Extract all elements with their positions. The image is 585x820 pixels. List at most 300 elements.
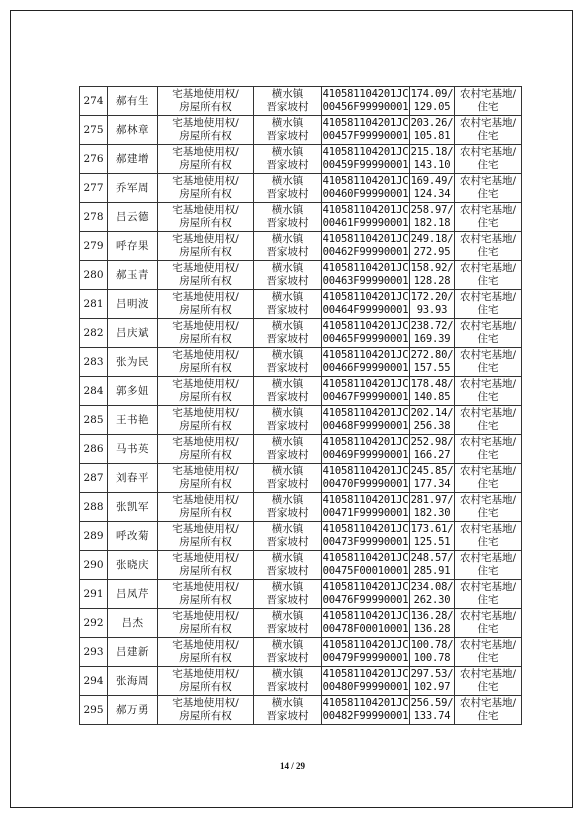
table-row: [80, 145, 522, 174]
parcel-code-text: 410581104201JC: [322, 291, 409, 303]
right-type-text: 宅基地使用权/: [172, 552, 239, 564]
right-type-text: 房屋所有权: [179, 652, 232, 664]
table-row: [80, 493, 522, 522]
land-use-text: 农村宅基地/: [459, 465, 517, 477]
area-cell: [410, 522, 455, 551]
row-number-cell: [80, 319, 108, 348]
right-type-text: 房屋所有权: [179, 710, 232, 722]
location-cell: [254, 319, 322, 348]
right-type-text: 房屋所有权: [179, 304, 232, 316]
parcel-code-cell: [322, 377, 410, 406]
right-type-text: 宅基地使用权/: [172, 204, 239, 216]
location-text: 晋家坡村: [266, 246, 309, 258]
owner-name-cell: [108, 551, 158, 580]
owner-name-cell: [108, 435, 158, 464]
owner-name-text: 吕云德: [116, 210, 149, 223]
area-text: 249.18/: [410, 233, 454, 245]
area-text: 285.91: [413, 565, 451, 577]
area-cell: [410, 174, 455, 203]
owner-name-cell: [108, 406, 158, 435]
land-use-text: 住宅: [477, 130, 499, 142]
location-text: 横水镇: [271, 262, 304, 274]
land-use-text: 住宅: [477, 188, 499, 200]
row-number-cell: [80, 174, 108, 203]
area-cell: [410, 348, 455, 377]
row-number-cell: [80, 522, 108, 551]
location-text: 横水镇: [271, 639, 304, 651]
right-type-text: 房屋所有权: [179, 565, 232, 577]
parcel-code-text: 00462F99990001: [322, 246, 409, 258]
right-type-cell: [158, 232, 254, 261]
location-text: 晋家坡村: [266, 333, 309, 345]
parcel-code-text: 00460F99990001: [322, 188, 409, 200]
parcel-code-text: 00457F99990001: [322, 130, 409, 142]
row-number-text: 276: [83, 152, 104, 165]
location-cell: [254, 116, 322, 145]
area-cell: [410, 377, 455, 406]
right-type-text: 宅基地使用权/: [172, 697, 239, 709]
land-use-cell: [455, 406, 522, 435]
parcel-code-cell: [322, 203, 410, 232]
right-type-cell: [158, 667, 254, 696]
land-use-cell: [455, 638, 522, 667]
land-use-text: 农村宅基地/: [459, 146, 517, 158]
owner-name-cell: [108, 145, 158, 174]
location-cell: [254, 290, 322, 319]
right-type-text: 房屋所有权: [179, 362, 232, 374]
parcel-code-cell: [322, 87, 410, 116]
location-text: 晋家坡村: [266, 594, 309, 606]
land-use-text: 农村宅基地/: [459, 523, 517, 535]
table-row: [80, 377, 522, 406]
land-use-cell: [455, 696, 522, 725]
area-text: 182.30: [413, 507, 451, 519]
row-number-text: 295: [83, 703, 104, 716]
parcel-code-cell: [322, 290, 410, 319]
land-use-text: 住宅: [477, 536, 499, 548]
area-cell: [410, 435, 455, 464]
location-cell: [254, 696, 322, 725]
right-type-text: 宅基地使用权/: [172, 88, 239, 100]
right-type-text: 房屋所有权: [179, 188, 232, 200]
land-use-text: 农村宅基地/: [459, 552, 517, 564]
owner-name-cell: [108, 174, 158, 203]
table-row: [80, 116, 522, 145]
location-text: 晋家坡村: [266, 478, 309, 490]
land-use-text: 住宅: [477, 710, 499, 722]
location-text: 晋家坡村: [266, 362, 309, 374]
land-use-text: 农村宅基地/: [459, 117, 517, 129]
area-cell: [410, 116, 455, 145]
land-use-cell: [455, 464, 522, 493]
land-use-text: 农村宅基地/: [459, 88, 517, 100]
row-number-cell: [80, 87, 108, 116]
location-text: 晋家坡村: [266, 159, 309, 171]
row-number-cell: [80, 232, 108, 261]
parcel-code-text: 410581104201JC: [322, 262, 409, 274]
parcel-code-text: 410581104201JC: [322, 146, 409, 158]
area-text: 177.34: [413, 478, 451, 490]
right-type-text: 房屋所有权: [179, 391, 232, 403]
land-use-text: 住宅: [477, 623, 499, 635]
right-type-cell: [158, 551, 254, 580]
area-text: 100.78/: [410, 639, 454, 651]
row-number-cell: [80, 493, 108, 522]
location-cell: [254, 261, 322, 290]
land-use-cell: [455, 493, 522, 522]
row-number-cell: [80, 464, 108, 493]
location-cell: [254, 638, 322, 667]
location-text: 横水镇: [271, 610, 304, 622]
parcel-code-text: 00465F99990001: [322, 333, 409, 345]
land-use-text: 住宅: [477, 246, 499, 258]
owner-name-cell: [108, 464, 158, 493]
row-number-cell: [80, 435, 108, 464]
area-text: 297.53/: [410, 668, 454, 680]
land-use-text: 住宅: [477, 594, 499, 606]
area-text: 143.10: [413, 159, 451, 171]
parcel-code-text: 410581104201JC: [322, 378, 409, 390]
row-number-text: 274: [83, 94, 104, 107]
owner-name-cell: [108, 232, 158, 261]
parcel-code-cell: [322, 696, 410, 725]
table-row: [80, 580, 522, 609]
location-text: 晋家坡村: [266, 101, 309, 113]
table-row: [80, 696, 522, 725]
parcel-code-cell: [322, 551, 410, 580]
parcel-code-text: 00480F99990001: [322, 681, 409, 693]
row-number-text: 275: [83, 123, 104, 136]
location-text: 晋家坡村: [266, 130, 309, 142]
row-number-text: 287: [83, 471, 104, 484]
land-use-text: 农村宅基地/: [459, 262, 517, 274]
area-cell: [410, 261, 455, 290]
area-text: 166.27: [413, 449, 451, 461]
area-text: 169.39: [413, 333, 451, 345]
row-number-cell: [80, 696, 108, 725]
land-use-cell: [455, 174, 522, 203]
right-type-text: 房屋所有权: [179, 333, 232, 345]
area-text: 100.78: [413, 652, 451, 664]
right-type-cell: [158, 406, 254, 435]
owner-name-cell: [108, 116, 158, 145]
right-type-text: 宅基地使用权/: [172, 639, 239, 651]
land-use-cell: [455, 290, 522, 319]
area-text: 140.85: [413, 391, 451, 403]
parcel-code-text: 410581104201JC: [322, 233, 409, 245]
area-text: 234.08/: [410, 581, 454, 593]
right-type-text: 宅基地使用权/: [172, 465, 239, 477]
right-type-cell: [158, 87, 254, 116]
owner-name-cell: [108, 319, 158, 348]
right-type-text: 房屋所有权: [179, 130, 232, 142]
parcel-code-text: 410581104201JC: [322, 117, 409, 129]
location-text: 晋家坡村: [266, 681, 309, 693]
table-row: [80, 609, 522, 638]
area-cell: [410, 609, 455, 638]
parcel-code-cell: [322, 493, 410, 522]
right-type-text: 房屋所有权: [179, 101, 232, 113]
location-text: 横水镇: [271, 668, 304, 680]
land-use-text: 住宅: [477, 217, 499, 229]
table-row: [80, 348, 522, 377]
parcel-code-text: 00456F99990001: [322, 101, 409, 113]
right-type-text: 房屋所有权: [179, 623, 232, 635]
table-row: [80, 522, 522, 551]
row-number-text: 290: [83, 558, 104, 571]
right-type-cell: [158, 290, 254, 319]
location-text: 横水镇: [271, 88, 304, 100]
location-text: 横水镇: [271, 407, 304, 419]
parcel-code-text: 410581104201JC: [322, 465, 409, 477]
land-use-text: 住宅: [477, 478, 499, 490]
row-number-text: 277: [83, 181, 104, 194]
location-text: 晋家坡村: [266, 565, 309, 577]
location-cell: [254, 464, 322, 493]
location-text: 晋家坡村: [266, 536, 309, 548]
area-text: 105.81: [413, 130, 451, 142]
parcel-code-text: 00470F99990001: [322, 478, 409, 490]
owner-name-cell: [108, 261, 158, 290]
area-text: 281.97/: [410, 494, 454, 506]
parcel-code-text: 410581104201JC: [322, 639, 409, 651]
table-row: [80, 290, 522, 319]
owner-name-text: 郝有生: [116, 94, 149, 107]
area-cell: [410, 145, 455, 174]
right-type-text: 宅基地使用权/: [172, 262, 239, 274]
land-use-cell: [455, 435, 522, 464]
location-text: 晋家坡村: [266, 275, 309, 287]
right-type-text: 宅基地使用权/: [172, 291, 239, 303]
owner-name-text: 郝林章: [116, 123, 149, 136]
owner-name-text: 吕明波: [116, 297, 149, 310]
land-use-cell: [455, 145, 522, 174]
location-text: 横水镇: [271, 175, 304, 187]
land-use-text: 农村宅基地/: [459, 581, 517, 593]
owner-name-text: 乔军周: [116, 181, 149, 194]
row-number-text: 280: [83, 268, 104, 281]
land-use-cell: [455, 667, 522, 696]
right-type-text: 宅基地使用权/: [172, 436, 239, 448]
table-row: [80, 261, 522, 290]
table-row: [80, 464, 522, 493]
area-text: 215.18/: [410, 146, 454, 158]
owner-name-cell: [108, 696, 158, 725]
parcel-code-cell: [322, 174, 410, 203]
land-use-text: 农村宅基地/: [459, 436, 517, 448]
right-type-cell: [158, 493, 254, 522]
land-use-text: 农村宅基地/: [459, 291, 517, 303]
area-text: 174.09/: [410, 88, 454, 100]
owner-name-cell: [108, 580, 158, 609]
area-text: 136.28/: [410, 610, 454, 622]
area-text: 256.38: [413, 420, 451, 432]
area-text: 136.28: [413, 623, 451, 635]
parcel-code-text: 00469F99990001: [322, 449, 409, 461]
right-type-cell: [158, 609, 254, 638]
owner-name-cell: [108, 667, 158, 696]
land-use-cell: [455, 377, 522, 406]
location-text: 横水镇: [271, 320, 304, 332]
area-text: 178.48/: [410, 378, 454, 390]
land-use-text: 住宅: [477, 159, 499, 171]
row-number-cell: [80, 377, 108, 406]
land-use-cell: [455, 551, 522, 580]
land-use-text: 农村宅基地/: [459, 175, 517, 187]
parcel-code-text: 410581104201JC: [322, 349, 409, 361]
location-text: 横水镇: [271, 204, 304, 216]
land-use-text: 住宅: [477, 652, 499, 664]
row-number-cell: [80, 406, 108, 435]
parcel-code-cell: [322, 522, 410, 551]
row-number-cell: [80, 551, 108, 580]
area-text: 256.59/: [410, 697, 454, 709]
row-number-text: 286: [83, 442, 104, 455]
parcel-code-text: 00471F99990001: [322, 507, 409, 519]
parcel-code-text: 00475F00010001: [322, 565, 409, 577]
area-text: 93.93: [416, 304, 448, 316]
owner-name-text: 郝建增: [116, 152, 149, 165]
row-number-text: 279: [83, 239, 104, 252]
row-number-text: 289: [83, 529, 104, 542]
parcel-code-text: 00463F99990001: [322, 275, 409, 287]
land-use-cell: [455, 580, 522, 609]
location-cell: [254, 551, 322, 580]
row-number-cell: [80, 638, 108, 667]
records-body: [80, 87, 522, 725]
land-use-text: 农村宅基地/: [459, 697, 517, 709]
parcel-code-text: 410581104201JC: [322, 436, 409, 448]
row-number-text: 278: [83, 210, 104, 223]
land-use-text: 住宅: [477, 420, 499, 432]
right-type-text: 宅基地使用权/: [172, 494, 239, 506]
area-text: 203.26/: [410, 117, 454, 129]
location-text: 横水镇: [271, 494, 304, 506]
right-type-text: 宅基地使用权/: [172, 523, 239, 535]
area-text: 124.34: [413, 188, 451, 200]
right-type-text: 宅基地使用权/: [172, 610, 239, 622]
location-cell: [254, 493, 322, 522]
right-type-text: 房屋所有权: [179, 246, 232, 258]
row-number-text: 288: [83, 500, 104, 513]
parcel-code-text: 410581104201JC: [322, 407, 409, 419]
parcel-code-text: 410581104201JC: [322, 320, 409, 332]
right-type-cell: [158, 377, 254, 406]
location-text: 横水镇: [271, 349, 304, 361]
owner-name-cell: [108, 493, 158, 522]
right-type-text: 宅基地使用权/: [172, 581, 239, 593]
table-row: [80, 319, 522, 348]
parcel-code-text: 410581104201JC: [322, 494, 409, 506]
table-row: [80, 174, 522, 203]
parcel-code-cell: [322, 145, 410, 174]
location-text: 横水镇: [271, 465, 304, 477]
right-type-cell: [158, 435, 254, 464]
owner-name-text: 吕庆斌: [116, 326, 149, 339]
parcel-code-cell: [322, 435, 410, 464]
owner-name-text: 刘春平: [116, 471, 149, 484]
right-type-text: 房屋所有权: [179, 217, 232, 229]
right-type-text: 宅基地使用权/: [172, 233, 239, 245]
owner-name-text: 郝万勇: [116, 703, 149, 716]
parcel-code-text: 00467F99990001: [322, 391, 409, 403]
parcel-code-text: 410581104201JC: [322, 523, 409, 535]
parcel-code-text: 00459F99990001: [322, 159, 409, 171]
right-type-text: 房屋所有权: [179, 536, 232, 548]
location-text: 横水镇: [271, 436, 304, 448]
owner-name-cell: [108, 522, 158, 551]
land-use-text: 农村宅基地/: [459, 610, 517, 622]
parcel-code-text: 410581104201JC: [322, 88, 409, 100]
location-text: 横水镇: [271, 146, 304, 158]
location-text: 晋家坡村: [266, 188, 309, 200]
parcel-code-cell: [322, 348, 410, 377]
parcel-code-cell: [322, 232, 410, 261]
right-type-text: 宅基地使用权/: [172, 320, 239, 332]
right-type-cell: [158, 696, 254, 725]
parcel-code-text: 00479F99990001: [322, 652, 409, 664]
owner-name-text: 郝玉青: [116, 268, 149, 281]
right-type-cell: [158, 522, 254, 551]
row-number-cell: [80, 290, 108, 319]
right-type-text: 宅基地使用权/: [172, 117, 239, 129]
right-type-cell: [158, 638, 254, 667]
right-type-cell: [158, 464, 254, 493]
row-number-cell: [80, 116, 108, 145]
right-type-cell: [158, 116, 254, 145]
location-cell: [254, 522, 322, 551]
parcel-code-cell: [322, 116, 410, 145]
right-type-text: 宅基地使用权/: [172, 668, 239, 680]
land-use-text: 住宅: [477, 565, 499, 577]
parcel-code-cell: [322, 580, 410, 609]
land-use-cell: [455, 232, 522, 261]
area-text: 125.51: [413, 536, 451, 548]
area-cell: [410, 638, 455, 667]
area-text: 169.49/: [410, 175, 454, 187]
parcel-code-text: 410581104201JC: [322, 204, 409, 216]
right-type-cell: [158, 261, 254, 290]
location-cell: [254, 667, 322, 696]
location-text: 晋家坡村: [266, 449, 309, 461]
owner-name-cell: [108, 638, 158, 667]
row-number-text: 292: [83, 616, 104, 629]
owner-name-text: 呼改菊: [116, 529, 149, 542]
parcel-code-text: 410581104201JC: [322, 610, 409, 622]
location-text: 晋家坡村: [266, 507, 309, 519]
table-row: [80, 232, 522, 261]
location-text: 横水镇: [271, 552, 304, 564]
land-use-text: 农村宅基地/: [459, 639, 517, 651]
land-use-cell: [455, 319, 522, 348]
area-cell: [410, 319, 455, 348]
parcel-code-text: 410581104201JC: [322, 581, 409, 593]
area-text: 202.14/: [410, 407, 454, 419]
records-table: [79, 86, 522, 725]
right-type-cell: [158, 580, 254, 609]
row-number-text: 291: [83, 587, 104, 600]
location-cell: [254, 232, 322, 261]
area-cell: [410, 696, 455, 725]
row-number-text: 283: [83, 355, 104, 368]
owner-name-text: 马书英: [116, 442, 149, 455]
owner-name-cell: [108, 609, 158, 638]
land-use-cell: [455, 348, 522, 377]
area-cell: [410, 203, 455, 232]
owner-name-text: 吕建新: [116, 645, 149, 658]
row-number-cell: [80, 261, 108, 290]
area-text: 252.98/: [410, 436, 454, 448]
